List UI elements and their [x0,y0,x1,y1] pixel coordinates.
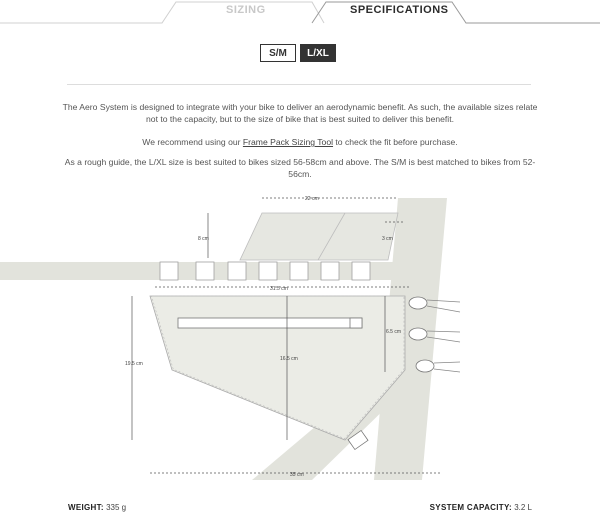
size-lxl-button[interactable]: L/XL [300,44,336,62]
dim-label-top-width: 22 cm [305,196,319,202]
divider [67,84,531,85]
strap [259,262,277,280]
strap [196,262,214,280]
top-tube-bag [240,213,398,260]
size-sm-button[interactable]: S/M [260,44,296,62]
strap [228,262,246,280]
strap [352,262,370,280]
tab-sizing[interactable]: SIZING [226,4,266,16]
sizing-tool-paragraph [60,136,540,148]
strap [290,262,308,280]
mount-icon [409,328,427,340]
bike-frame-diagram [0,180,600,490]
capacity-label: SYSTEM CAPACITY: [429,503,512,512]
tab-specifications[interactable]: SPECIFICATIONS [350,4,449,16]
dim-label-middle-height: 16.5 cm [280,356,298,362]
tab-bar [0,0,600,24]
frame-pack-sizing-tool-link[interactable]: Frame Pack Sizing Tool [242,137,334,147]
dim-label-top-tube: 31.5 cm [270,286,288,292]
weight-value: 335 g [106,503,127,512]
strap [160,262,178,280]
mount-icon [416,360,434,372]
strap [321,262,339,280]
tab-outline [0,0,600,24]
weight-label: WEIGHT: [68,503,104,512]
dim-label-small-right: 3 cm [382,236,393,242]
dim-label-height-left: 8 cm [198,236,209,242]
mount-icon [409,297,427,309]
sizing-tool-text-after: to check the fit before purchase. [333,137,458,147]
sizing-tool-text-before: We recommend using our [142,137,243,147]
description-paragraph: The Aero System is designed to integrate with your bike to deliver an aerodynamic benefit. As such, the available sizes relate not to the capacity, but to the size of bike that is best suited to deliver this benefit. [62,102,538,124]
dim-label-right-height: 6.5 cm [386,329,402,335]
size-guide-paragraph: As a rough guide, the L/XL size is best suited to bikes sized 56-58cm and above. The S/M is best matched to bikes from 52-56cm. [64,157,536,179]
zipper [178,318,362,328]
weight-spec [68,503,126,512]
dim-label-left-height: 19.5 cm [125,361,143,367]
dim-label-bottom-width: 35 cm [290,472,304,478]
capacity-spec [430,503,532,512]
zipper-pull-icon [350,318,362,328]
capacity-value: 3.2 L [514,503,532,512]
size-toggle [260,44,336,62]
